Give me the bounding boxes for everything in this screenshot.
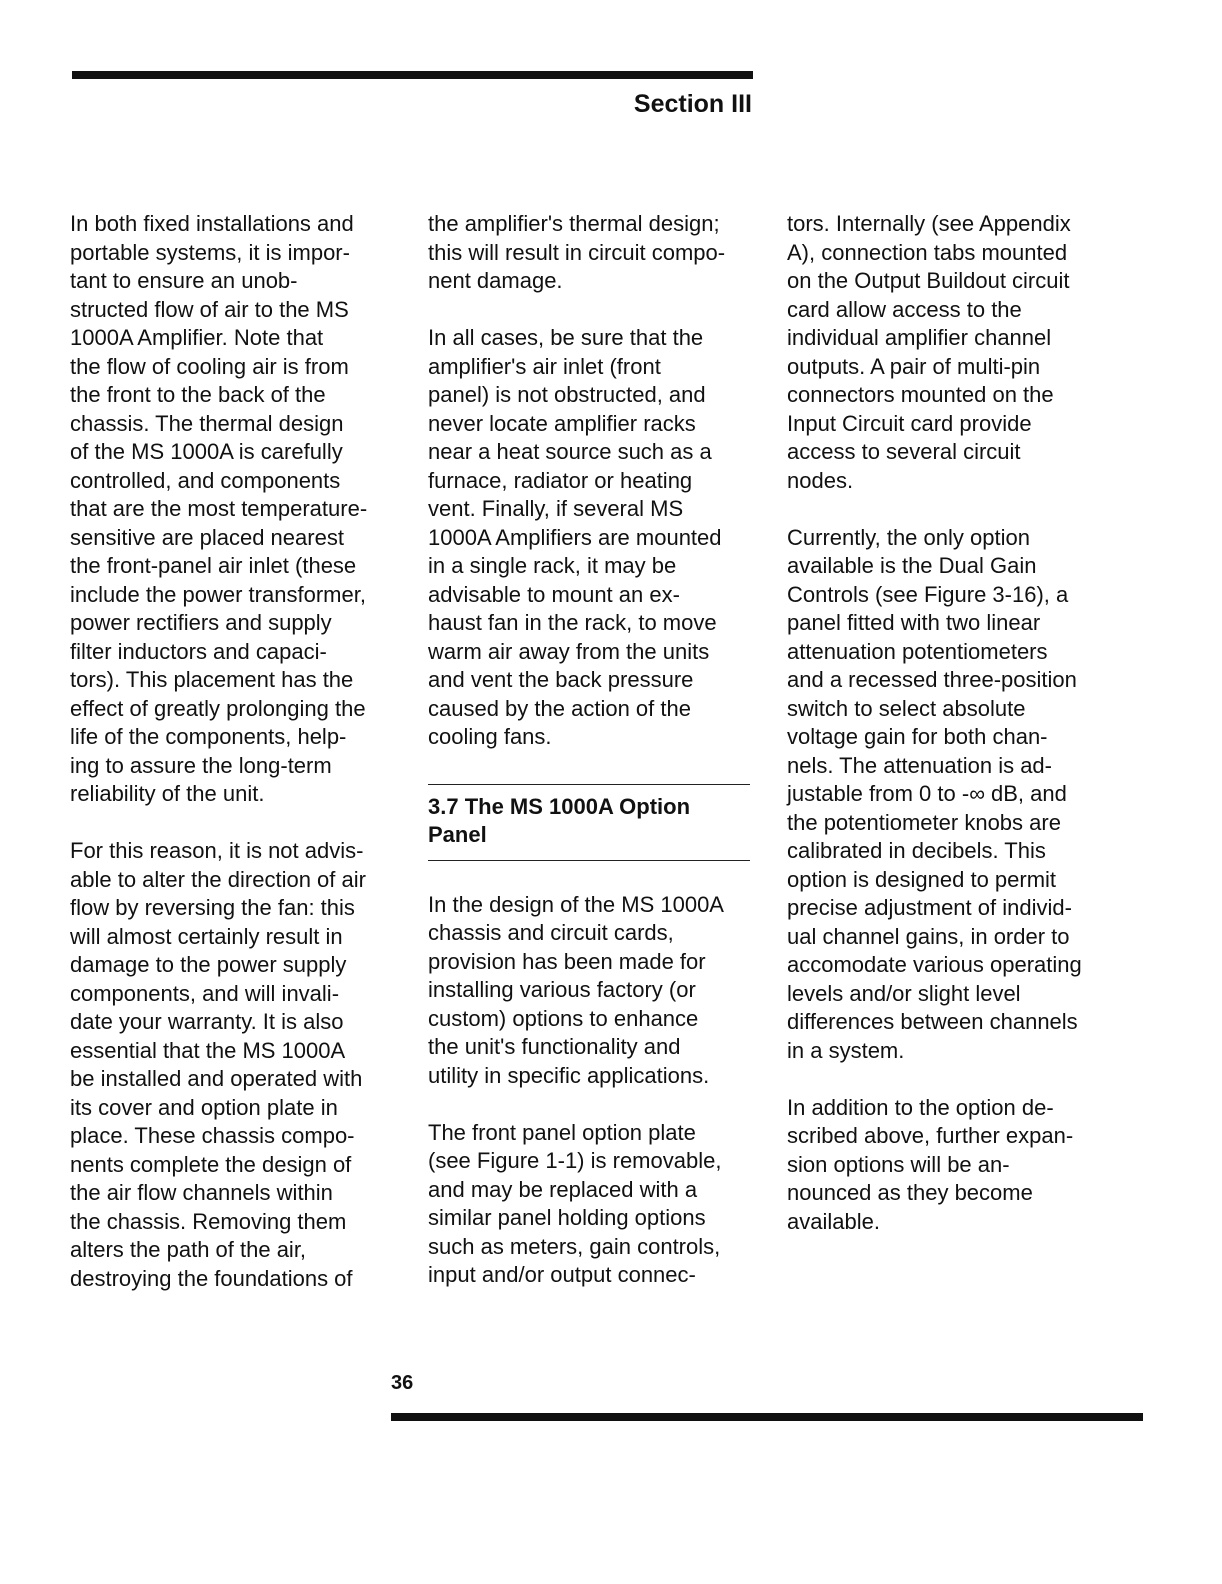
text-line: levels and/or slight level	[787, 980, 1021, 1006]
text-line: nent damage.	[428, 268, 563, 293]
page-number: 36	[391, 1372, 414, 1394]
text-line: scribed above, further expan-	[787, 1123, 1074, 1148]
text-line: never locate amplifier racks	[428, 410, 696, 436]
text-line: attenuation potentiometers	[787, 638, 1048, 664]
text-line: portable systems, it is impor-	[70, 239, 350, 265]
text-line: haust fan in the rack, to move	[428, 610, 717, 635]
text-line: date your warranty. It is also	[70, 1009, 344, 1034]
text-line: custom) options to enhance	[428, 1005, 699, 1031]
text-line: tant to ensure an unob-	[70, 268, 298, 293]
text-line: access to several circuit	[787, 439, 1021, 464]
paragraph	[787, 1094, 1127, 1237]
text-line: sion options will be an-	[787, 1151, 1010, 1177]
paragraph	[428, 1119, 758, 1290]
text-line: the amplifier's thermal design;	[428, 211, 720, 236]
paragraph	[428, 891, 758, 1091]
text-line: outputs. A pair of multi-pin	[787, 353, 1041, 379]
text-line: ual channel gains, in order to	[787, 923, 1070, 949]
paragraph	[787, 210, 1127, 495]
text-line: be installed and operated with	[70, 1066, 363, 1091]
paragraph	[70, 210, 420, 809]
text-line: cooling fans.	[428, 724, 552, 749]
section-heading-line: 3.7 The MS 1000A Option	[428, 793, 691, 819]
text-line: available.	[787, 1208, 880, 1234]
text-line: will almost certainly result in	[70, 923, 343, 949]
text-line: reliability of the unit.	[70, 781, 265, 806]
text-line: the front-panel air inlet (these	[70, 553, 357, 578]
text-line: similar panel holding options	[428, 1205, 706, 1230]
text-line: filter inductors and capaci-	[70, 638, 327, 664]
text-line: amplifier's air inlet (front	[428, 353, 661, 379]
text-line: in a system.	[787, 1037, 905, 1063]
text-line: card allow access to the	[787, 296, 1022, 322]
column-3	[787, 210, 1127, 1265]
text-line: and a recessed three-position	[787, 667, 1077, 692]
text-line: alters the path of the air,	[70, 1237, 307, 1262]
section-heading-line: Panel	[428, 822, 487, 847]
text-line: essential that the MS 1000A	[70, 1037, 346, 1063]
text-line: Input Circuit card provide	[787, 410, 1032, 436]
text-line: In addition to the option de-	[787, 1094, 1054, 1120]
text-line: (see Figure 1-1) is removable,	[428, 1148, 722, 1173]
text-line: provision has been made for	[428, 948, 706, 974]
text-line: ing to assure the long-term	[70, 752, 332, 778]
text-line: structed flow of air to the MS	[70, 296, 349, 322]
text-line: warm air away from the units	[428, 638, 710, 664]
text-line: available is the Dual Gain	[787, 553, 1037, 578]
text-line: caused by the action of the	[428, 695, 691, 721]
text-line: justable from 0 to -∞ dB, and	[787, 781, 1067, 806]
text-line: the potentiometer knobs are	[787, 809, 1061, 835]
text-line: chassis and circuit cards,	[428, 920, 674, 945]
text-line: in a single rack, it may be	[428, 553, 677, 578]
text-line: nels. The attenuation is ad-	[787, 752, 1052, 778]
text-line: panel fitted with two linear	[787, 610, 1041, 635]
text-line: such as meters, gain controls,	[428, 1233, 721, 1259]
text-line: voltage gain for both chan-	[787, 724, 1048, 749]
text-line: panel) is not obstructed, and	[428, 382, 706, 407]
text-line: tors. Internally (see Appendix	[787, 211, 1071, 236]
text-line: components, and will invali-	[70, 980, 340, 1006]
text-line: and may be replaced with a	[428, 1176, 698, 1202]
text-line: calibrated in decibels. This	[787, 838, 1046, 863]
section-heading	[428, 784, 750, 861]
text-line: the chassis. Removing them	[70, 1208, 347, 1234]
column-2	[428, 210, 758, 1318]
text-line: In the design of the MS 1000A	[428, 891, 724, 917]
text-line: installing various factory (or	[428, 977, 696, 1002]
text-line: able to alter the direction of air	[70, 866, 366, 892]
paragraph	[787, 524, 1127, 1066]
text-line: advisable to mount an ex-	[428, 581, 680, 607]
text-line: destroying the foundations of	[70, 1265, 353, 1291]
text-line: place. These chassis compo-	[70, 1123, 355, 1148]
text-line: the front to the back of the	[70, 382, 326, 407]
text-line: 1000A Amplifier. Note that	[70, 325, 324, 350]
text-line: precise adjustment of individ-	[787, 895, 1072, 920]
text-line: differences between channels	[787, 1009, 1078, 1034]
text-line: this will result in circuit compo-	[428, 239, 726, 265]
text-line: utility in specific applications.	[428, 1062, 710, 1088]
section-title: Section III	[633, 90, 752, 118]
text-line: nodes.	[787, 467, 854, 493]
text-line: input and/or output connec-	[428, 1262, 696, 1287]
text-line: tors). This placement has the	[70, 667, 354, 692]
top-rule	[72, 71, 753, 79]
text-line: of the MS 1000A is carefully	[70, 439, 343, 464]
text-line: 1000A Amplifiers are mounted	[428, 524, 722, 550]
text-line: include the power transformer,	[70, 581, 366, 607]
text-line: individual amplifier channel	[787, 325, 1052, 350]
text-line: Currently, the only option	[787, 524, 1030, 550]
text-line: sensitive are placed nearest	[70, 524, 344, 550]
text-line: connectors mounted on the	[787, 382, 1054, 407]
text-line: In both fixed installations and	[70, 211, 354, 236]
text-line: Controls (see Figure 3-16), a	[787, 581, 1069, 607]
text-line: the air flow channels within	[70, 1180, 333, 1205]
text-line: near a heat source such as a	[428, 439, 712, 464]
text-line: The front panel option plate	[428, 1119, 696, 1145]
text-line: life of the components, help-	[70, 724, 347, 749]
column-1	[70, 210, 420, 1322]
bottom-rule	[391, 1413, 1143, 1421]
text-line: that are the most temperature-	[70, 496, 368, 521]
text-line: damage to the power supply	[70, 952, 347, 977]
text-line: and vent the back pressure	[428, 667, 694, 692]
text-line: effect of greatly prolonging the	[70, 695, 366, 721]
text-line: power rectifiers and supply	[70, 610, 332, 635]
text-line: the unit's functionality and	[428, 1034, 681, 1059]
text-line: vent. Finally, if several MS	[428, 496, 684, 521]
text-line: switch to select absolute	[787, 695, 1026, 721]
text-line: For this reason, it is not advis-	[70, 838, 364, 863]
paragraph	[428, 210, 758, 296]
text-line: its cover and option plate in	[70, 1094, 338, 1120]
text-line: option is designed to permit	[787, 866, 1057, 892]
text-line: In all cases, be sure that the	[428, 325, 704, 350]
text-line: nounced as they become	[787, 1180, 1033, 1205]
text-line: A), connection tabs mounted	[787, 239, 1068, 265]
text-line: furnace, radiator or heating	[428, 467, 693, 493]
text-line: controlled, and components	[70, 467, 341, 493]
text-line: accomodate various operating	[787, 952, 1082, 977]
text-line: flow by reversing the fan: this	[70, 895, 355, 920]
paragraph	[70, 837, 420, 1293]
text-line: chassis. The thermal design	[70, 410, 344, 436]
text-line: on the Output Buildout circuit	[787, 268, 1070, 293]
text-line: nents complete the design of	[70, 1151, 352, 1177]
text-line: the flow of cooling air is from	[70, 353, 349, 379]
paragraph	[428, 324, 758, 752]
